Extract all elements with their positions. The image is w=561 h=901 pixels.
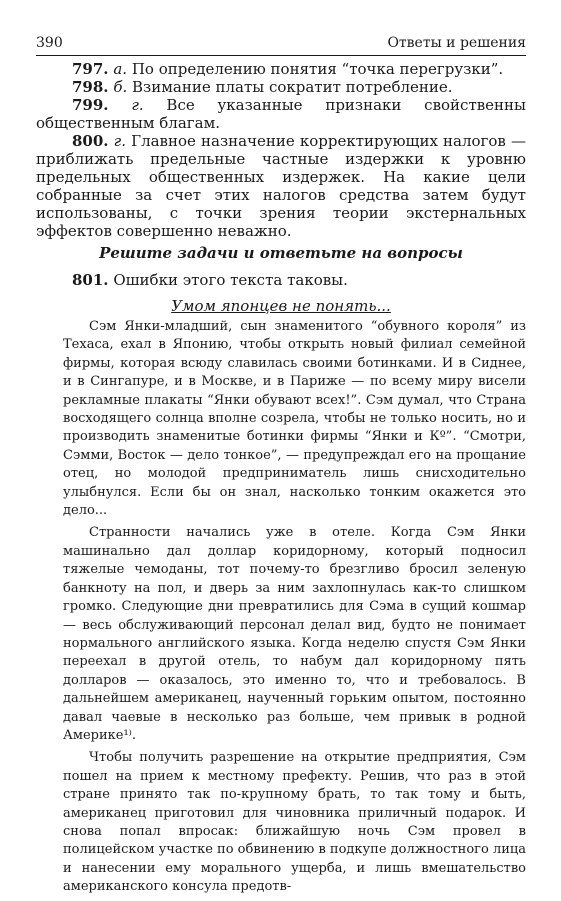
answer-800 (36, 132, 526, 240)
page-header (36, 33, 526, 56)
story-paragraph: Странности начались уже в отеле. Когда Сэм Янки машинально дал доллар коридорному, который подносил тяжелые чемоданы, тот почему-то брезгливо бросил зеленую банкноту на пол, и дверь за ним захлопнулась как-то слишком громко. Следующие дни превратились для Сэма в сущий кошмар — весь обслуживающий персонал делал вид, будто не понимает нормального английского языка. Когда неделю спустя Сэм Янки переехал в другой отель, то набум дал коридорному пять долларов — оказалось, это именно то, что и требовалось. В дальнейшем американец, наученный горьким опытом, постоянно давал чаевые в несколько раз больше, чем привык в родной Америке¹⁾. (63, 525, 526, 743)
answer-799 (36, 96, 526, 132)
story-paragraph: Сэм Янки-младший, сын знаменитого “обувного короля” из Техаса, ехал в Японию, чтобы открыть новый филиал семейной фирмы, которая всюду славилась своими ботинками. И в Сиднее, и в Сингапуре, и в Москве, и в Париже — по всему миру висели рекламные плакаты “Янки обувают всех!”. Сэм думал, что Страна восходящего солнца вполне созрела, чтобы не только носить, но и производить знаменитые ботинки фирмы “Янки и Кº”. “Смотри, Сэмми, Восток — дело тонкое”, — предупреждал его на прощание отец, но молодой предприниматель лишь снисходительно улыбнулся. Если бы он знал, насколько тонким окажется это дело... (63, 319, 526, 519)
page-number: 390 (36, 35, 63, 51)
answer-797 (36, 60, 526, 78)
task-number: 801. (72, 271, 109, 289)
answer-number: 800. (72, 132, 109, 150)
answer-letter: б. (113, 78, 128, 96)
answer-text: Главное назначение корректирующих налогов — приближать предельные частные издержки к уровню предельных общественных издержек. На какие цели собранные за счет этих налогов средства затем будут использованы, с точки зрения теории экстернальных эффектов совершенно неважно. (36, 132, 526, 240)
task-text: Ошибки этого текста таковы. (108, 271, 348, 289)
story-title: Умом японцев не понять... (171, 297, 391, 315)
story-paragraph: Чтобы получить разрешение на открытие предприятия, Сэм пошел на прием к местному префекту. Решив, что раз в этой стране принято так по-крупному брать, то так тому и быть, американец приготовил для чиновника приличный подарок. И снова попал впросак: ближайшую ночь Сэм провел в полицейском участке по обвинению в подкупе должностного лица и нанесении ему морального ущерба, и лишь вмешательство американского консула предотв- (63, 750, 526, 895)
story-text (63, 318, 526, 901)
answer-798 (36, 78, 526, 96)
answer-text: Все указанные признаки свойственны общественным благам. (36, 96, 526, 132)
answer-text: По определению понятия “точка перегрузки”. (127, 60, 504, 78)
answer-number: 798. (72, 78, 109, 96)
running-title: Ответы и решения (387, 35, 526, 51)
answer-text: Взимание платы сократит потребление. (127, 78, 453, 96)
answer-letter: г. (131, 96, 144, 114)
task-801 (72, 270, 348, 290)
answer-letter: а. (113, 60, 128, 78)
answer-number: 797. (72, 60, 109, 78)
section-heading: Решите задачи и ответьте на вопросы (99, 244, 463, 262)
answer-letter: г. (113, 132, 127, 150)
answer-number: 799. (72, 96, 109, 114)
answers-block (36, 60, 526, 240)
